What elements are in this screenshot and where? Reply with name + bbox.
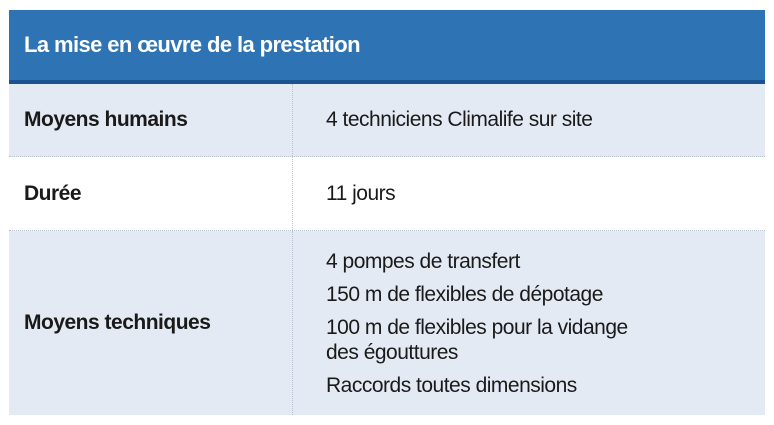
list-item-line: 100 m de flexibles pour la vidange [326,315,628,339]
list-item [326,315,765,365]
table-row-moyens-techniques [9,231,765,415]
row-label: Moyens techniques [9,231,293,415]
row-value: 4 techniciens Climalife sur site [326,108,593,131]
list-item: 150 m de flexibles de dépotage [326,282,603,306]
table-row-duree [9,157,765,231]
table-title: La mise en œuvre de la prestation [9,10,765,84]
prestation-table [9,10,765,415]
row-value-list [293,231,765,415]
list-item-line: des égouttures [326,340,458,364]
row-label: Durée [9,157,293,230]
list-item: 4 pompes de transfert [326,249,520,273]
table-row-moyens-humains [9,84,765,157]
row-value: 11 jours [326,181,396,205]
list-item: Raccords toutes dimensions [326,373,577,397]
row-label: Moyens humains [9,84,293,156]
